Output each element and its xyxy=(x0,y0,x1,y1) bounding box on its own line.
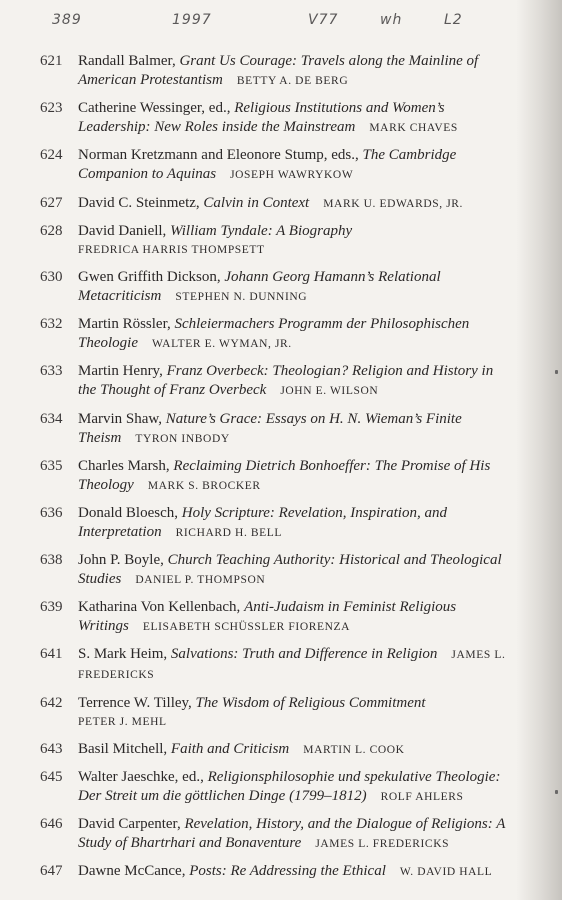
book-title: Church Teaching Authority: Historical and Theological Studies xyxy=(78,552,502,588)
author: David C. Steinmetz, xyxy=(78,194,204,211)
author: David Daniell, xyxy=(78,222,171,239)
edge-mark xyxy=(555,370,558,374)
entry-text xyxy=(78,362,510,401)
author: Randall Balmer, xyxy=(78,53,180,69)
edge-mark xyxy=(555,790,558,794)
page-number: 633 xyxy=(40,363,63,380)
author: David Carpenter, xyxy=(78,816,185,833)
author: Norman Kretzmann and Eleonore Stump, eds., xyxy=(78,147,363,164)
author: Donald Bloesch, xyxy=(78,504,182,521)
page-number: 623 xyxy=(40,100,63,117)
book-title: Posts: Re Addressing the Ethical xyxy=(189,863,386,880)
page-number: 634 xyxy=(40,410,63,427)
entry-text xyxy=(78,815,510,854)
handwritten-note: L2 xyxy=(444,12,463,28)
list-item xyxy=(40,598,510,637)
entry-text xyxy=(78,194,510,214)
entry-text xyxy=(78,862,510,882)
author: Martin Rössler, xyxy=(78,316,175,333)
book-title: Faith and Criticism xyxy=(170,740,290,757)
entry-text xyxy=(78,268,510,307)
handwritten-note: wh xyxy=(380,12,403,28)
author: Walter Jaeschke, ed., xyxy=(78,769,208,785)
list-item xyxy=(40,52,510,91)
entry-text xyxy=(78,146,510,185)
entry-text xyxy=(78,410,510,449)
author: Gwen Griffith Dickson, xyxy=(78,268,225,285)
reviewer: DANIEL P. THOMPSON xyxy=(135,574,266,587)
book-title: Holy Scripture: Revelation, Inspiration, and Interpretation xyxy=(78,504,447,540)
reviewer: JAMES L. FREDERICKS xyxy=(315,838,450,851)
book-title: The Cambridge Companion to Aquinas xyxy=(78,147,457,183)
page-number: 630 xyxy=(40,268,63,285)
page-number: 641 xyxy=(40,646,63,663)
list-item xyxy=(40,146,510,185)
reviewer: BETTY A. DE BERG xyxy=(236,75,349,87)
list-item xyxy=(40,740,510,760)
list-item xyxy=(40,268,510,307)
page-number: 632 xyxy=(40,316,63,333)
list-item xyxy=(40,768,510,807)
list-item xyxy=(40,410,510,449)
reviewer: MARTIN L. COOK xyxy=(303,743,405,756)
entry-text xyxy=(78,504,510,543)
entry-text xyxy=(78,551,510,590)
handwritten-note: 389 xyxy=(52,12,82,28)
page-number: 621 xyxy=(40,53,63,69)
page-number: 628 xyxy=(40,222,63,239)
reviewer: MARK S. BROCKER xyxy=(147,479,261,492)
book-title: Anti-Judaism in Feminist Religious Writings xyxy=(78,599,457,635)
entry-text xyxy=(78,598,510,637)
page-number: 624 xyxy=(40,147,63,164)
page-number: 639 xyxy=(40,599,63,616)
entry-text xyxy=(78,52,510,91)
author: S. Mark Heim, xyxy=(78,646,171,663)
list-item xyxy=(40,457,510,496)
author: John P. Boyle, xyxy=(78,552,168,569)
page-number: 642 xyxy=(40,694,63,711)
list-item xyxy=(40,862,510,882)
reviewer: MARK CHAVES xyxy=(369,122,458,135)
reviewer: MARK U. EDWARDS, JR. xyxy=(323,197,464,210)
page-gutter-shadow xyxy=(516,0,562,900)
page-number: 647 xyxy=(40,863,63,880)
entry-text xyxy=(78,694,510,732)
reviewer: STEPHEN N. DUNNING xyxy=(175,290,308,303)
page-number: 635 xyxy=(40,457,63,474)
author: Charles Marsh, xyxy=(78,457,174,474)
book-title: Johann Georg Hamann’s Relational Metacriticism xyxy=(78,268,441,304)
handwritten-annotation xyxy=(52,12,522,36)
list-item xyxy=(40,194,510,214)
book-title: Salvations: Truth and Difference in Religion xyxy=(170,646,438,663)
page-number: 627 xyxy=(40,194,63,211)
list-item xyxy=(40,362,510,401)
list-item xyxy=(40,551,510,590)
book-title: Religious Institutions and Women’s Leadership: New Roles inside the Mainstream xyxy=(78,100,445,136)
list-item xyxy=(40,694,510,732)
page-number: 636 xyxy=(40,504,63,521)
list-item xyxy=(40,645,510,685)
list-item xyxy=(40,222,510,260)
book-title: Franz Overbeck: Theologian? Religion and History in the Thought of Franz Overbeck xyxy=(78,363,494,399)
reviewer: RICHARD H. BELL xyxy=(175,526,283,539)
reviewer: JOSEPH WAWRYKOW xyxy=(230,169,354,182)
entry-text xyxy=(78,315,510,354)
entry-text xyxy=(78,457,510,496)
author: Marvin Shaw, xyxy=(78,410,166,427)
handwritten-note: V77 xyxy=(308,12,339,28)
author: Martin Henry, xyxy=(78,363,167,380)
list-item xyxy=(40,815,510,854)
book-title: Reclaiming Dietrich Bonhoeffer: The Promise of His Theology xyxy=(78,457,491,493)
author: Terrence W. Tilley, xyxy=(78,694,196,711)
reviewer: JAMES L. FREDERICKS xyxy=(78,649,506,682)
handwritten-note: 1997 xyxy=(172,12,212,28)
book-title: Calvin in Context xyxy=(203,194,310,211)
reviewer: FREDRICA HARRIS THOMPSETT xyxy=(78,243,265,256)
author: Basil Mitchell, xyxy=(78,740,171,757)
reviewer: PETER J. MEHL xyxy=(78,715,167,728)
list-item xyxy=(40,99,510,138)
author: Katharina Von Kellenbach, xyxy=(78,599,245,616)
book-title: Schleiermachers Programm der Philosophischen Theologie xyxy=(78,316,470,352)
entry-text xyxy=(78,222,510,260)
reviewer: ROLF AHLERS xyxy=(380,791,464,803)
author: Dawne McCance, xyxy=(78,863,190,880)
reviewer: JOHN E. WILSON xyxy=(280,385,379,398)
list-item xyxy=(40,504,510,543)
book-title: The Wisdom of Religious Commitment xyxy=(195,694,426,711)
reviewer: ELISABETH SCHÜSSLER FIORENZA xyxy=(142,621,351,634)
book-title: Revelation, History, and the Dialogue of Religions: A Study of Bhartrhari and Bonaventure xyxy=(78,816,506,852)
page-number: 638 xyxy=(40,552,63,569)
entry-text xyxy=(78,645,510,685)
reviewer: WALTER E. WYMAN, JR. xyxy=(152,338,292,351)
page-number: 643 xyxy=(40,740,63,757)
list-item xyxy=(40,315,510,354)
reviewer: W. DAVID HALL xyxy=(399,866,493,879)
book-title: Grant Us Courage: Travels along the Mainline of American Protestantism xyxy=(78,53,479,88)
page-number: 645 xyxy=(40,769,63,785)
book-title: William Tyndale: A Biography xyxy=(170,222,353,239)
entry-text xyxy=(78,768,510,807)
entry-text xyxy=(78,99,510,138)
review-contents-list xyxy=(40,52,510,891)
author: Catherine Wessinger, ed., xyxy=(78,100,235,117)
entry-text xyxy=(78,740,510,760)
book-title: Nature’s Grace: Essays on H. N. Wieman’s Finite Theism xyxy=(78,410,462,446)
page-number: 646 xyxy=(40,816,63,833)
reviewer: TYRON INBODY xyxy=(135,432,230,445)
book-title: Religionsphilosophie und spekulative Theologie: Der Streit um die göttlichen Dinge (1799–1812) xyxy=(78,769,501,804)
